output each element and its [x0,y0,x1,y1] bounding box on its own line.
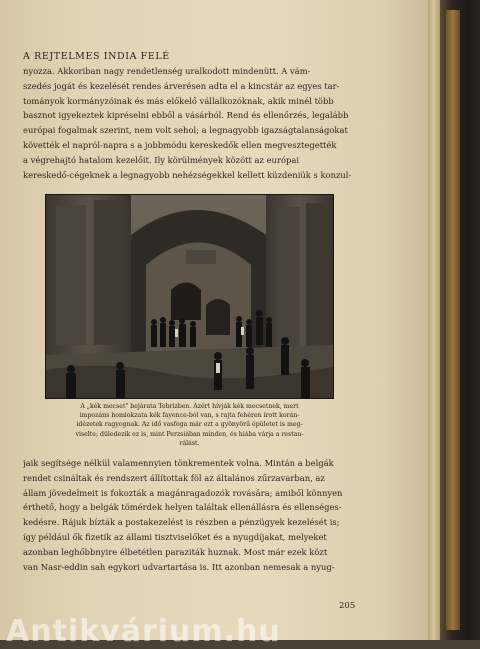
paragraph-bottom [23,456,358,574]
text-line: így például ők fizetik az állami tisztviselőket és a nyugdíjakat, melyeket [23,531,327,542]
photo-caption [45,402,334,448]
text-line: van Nasr-eddin sah egykori udvartartása is. Itt azonban nemesak a nyug- [23,561,335,572]
text-line: tományok kormányzóinak és más előkelő vállalkozóknak, akik minél több [23,95,334,106]
text-line: európai fogalmak szerint, nem volt sehol; a legnagyobb igazságtalanságokat [23,125,348,136]
caption-line: idézetek ragyognak. Az idő vasfoga már ezt a gyönyörű épületet is meg- [76,421,303,429]
mosque-photograph [45,194,334,399]
book-spine-edge [440,0,480,640]
caption-line: rálást. [179,439,200,447]
text-line: követték el napról-napra s a jobbmódu kereskedők ellen megvesztegették [23,139,337,150]
text-line: a végrehajtó hatalom kezelőit. Ily körülmények között az európai [23,154,300,165]
caption-line: impozáns homlokzata kék fayence-ból van, s rajta fehéren írott korán- [79,412,300,420]
text-line: érthető, hogy a belgák tömérdek helyen találtak ellenállásra és ellenséges- [23,502,342,513]
watermark: Antikvárium.hu [6,614,281,649]
photo-illustration [46,195,333,398]
text-line: rendet csináltak és rendszert állítottak föl az általános zűrzavarban, az [23,472,325,483]
text-line: állam jövedelmeit is fokozták a magánragadozók rovására; amiből könnyen [23,487,343,498]
page-number: 205 [339,601,356,611]
spine-gilt-stripe [446,10,460,630]
caption-line: viselte; düledezik ez is, mint Perzsiában minden, és hiába várja a restau- [75,430,304,438]
text-line: kereskedő-cégeknek a legnagyobb nehézségekkel kellett küzdeniük s konzul- [23,169,352,180]
caption-line: A „kék mecset" bejárata Tebrizben. Azért hívják kék mecsetnek, mert [80,403,299,410]
paragraph-top [23,64,358,182]
text-line: jaik segítsége nélkül valamennyien tönkrementek volna. Mintán a belgák [23,458,334,468]
text-line: kedésre. Rájuk bízták a postakezelést is részben a pénzügyek kezelését is; [23,517,340,528]
running-head: A REJTELMES INDIA FELÉ [23,51,170,62]
text-line: szedés jogát és kezelését rendes árverésen adta el a kincstár az egyes tar- [23,80,340,91]
text-line: basznot igyekeztek kipréselni ebből a vásárból. Rend és ellenőrzés, legalább [23,110,349,121]
text-line: azonban leghőbbnyire élbetétlen paraziták huznak. Most már ezek közt [23,546,328,557]
text-line: nyozza. Akkoriban nagy rendetlenség uralkodott mindenütt. A vám- [23,66,311,76]
